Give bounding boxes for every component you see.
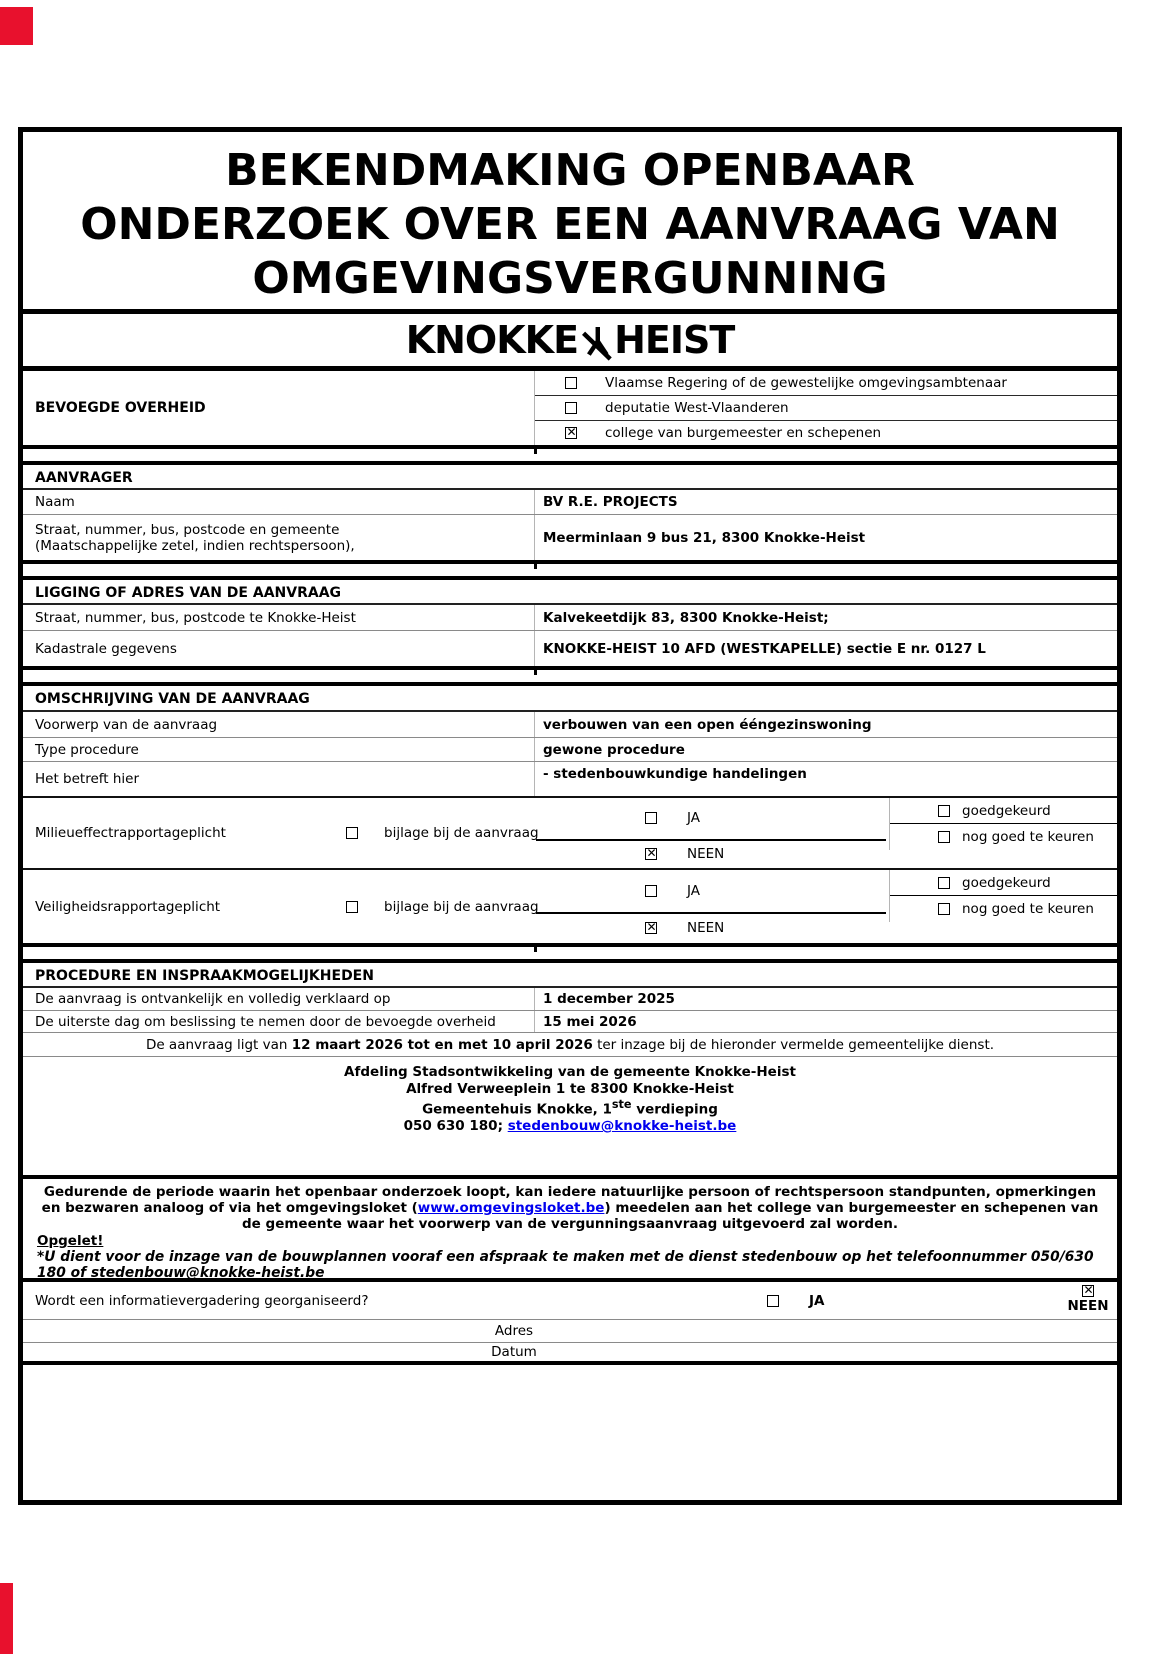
bevoegde-overheid-options <box>534 371 1117 445</box>
voorwerp-label: Voorwerp van de aanvraag <box>35 716 218 733</box>
adres-label-line1: Straat, nummer, bus, postcode en gemeente <box>35 521 340 538</box>
option-label: college van burgemeester en schepenen <box>605 425 882 441</box>
kadastraal-label: Kadastrale gegevens <box>35 640 177 657</box>
afspraak-note: *U dient voor de inzage van de bouwplannen vooraf een afspraak te maken met de dienst stedenbouw op het telefoonnummer 050/630 180 of stedenbouw@knokke-heist.be <box>37 1249 1094 1281</box>
milieu-nog-goed <box>890 824 1117 850</box>
veiligheid-nog-goed <box>890 896 1117 922</box>
section-bevoegde-overheid <box>23 371 1117 449</box>
veiligheid-bijlage <box>346 899 539 915</box>
document-title <box>23 132 1117 314</box>
milieu-bijlage-label: bijlage bij de aanvraag <box>384 825 539 841</box>
inzage-period-row <box>23 1033 1117 1057</box>
veiligheid-nog-goed-label: nog goed te keuren <box>962 901 1094 917</box>
section-ligging <box>23 580 1117 670</box>
adres-row <box>23 1320 1117 1343</box>
milieu-neen <box>645 846 724 862</box>
veiligheid-label: Veiligheidsrapportageplicht <box>35 898 221 915</box>
betreft-label: Het betreft hier <box>35 771 140 787</box>
ontvankelijk-label: De aanvraag is ontvankelijk en volledig verklaard op <box>35 991 391 1007</box>
informatievergadering-row <box>23 1282 1117 1320</box>
table-row-ontvankelijk <box>23 988 1117 1011</box>
option-vlaamse-regering <box>535 371 1117 395</box>
section-omschrijving <box>23 686 1117 947</box>
section-divider <box>23 947 1117 963</box>
milieu-nog-goed-checkbox[interactable] <box>938 831 950 843</box>
infovergadering-ja-checkbox[interactable] <box>767 1295 779 1307</box>
uiterste-dag-label: De uiterste dag om beslissing te nemen door de bevoegde overheid <box>35 1013 496 1030</box>
milieu-goedgekeurd-label: goedgekeurd <box>962 802 1051 819</box>
ligging-straat-label: Straat, nummer, bus, postcode te Knokke-Heist <box>35 609 356 626</box>
red-corner-mark-bottom <box>0 1583 13 1654</box>
table-row-type-procedure <box>23 738 1117 762</box>
ligging-straat-value: Kalvekeetdijk 83, 8300 Knokke-Heist; <box>534 605 1117 630</box>
milieu-neen-checkbox[interactable] <box>645 848 657 860</box>
table-row-uiterste-dag <box>23 1011 1117 1033</box>
veiligheid-ja <box>645 883 700 899</box>
veiligheid-bijlage-label: bijlage bij de aanvraag <box>384 898 539 915</box>
dienst-line-2: Alfred Verweeplein 1 te 8300 Knokke-Heist <box>406 1080 734 1097</box>
milieu-bijlage <box>346 825 539 841</box>
vlaamse-regering-checkbox[interactable] <box>565 377 577 389</box>
dienst-line-3 <box>23 1097 1117 1118</box>
veiligheid-nog-goed-checkbox[interactable] <box>938 903 950 915</box>
inzage-prefix: De aanvraag ligt van <box>145 1036 288 1053</box>
bevoegde-overheid-label: BEVOEGDE OVERHEID <box>35 400 206 416</box>
veiligheid-neen <box>645 920 724 936</box>
table-row-betreft <box>23 762 1117 796</box>
aanvrager-header: AANVRAGER <box>23 465 1117 490</box>
section-procedure <box>23 963 1117 1365</box>
bezwaar-block <box>23 1179 1117 1282</box>
option-label: deputatie West-Vlaanderen <box>605 400 789 416</box>
stedenbouw-email-link[interactable]: stedenbouw@knokke-heist.be <box>507 1118 737 1134</box>
inzage-suffix: ter inzage bij de hieronder vermelde gemeentelijke dienst. <box>597 1036 995 1053</box>
option-deputatie <box>535 395 1117 420</box>
veiligheid-neen-checkbox[interactable] <box>645 922 657 934</box>
ligging-header: LIGGING OF ADRES VAN DE AANVRAAG <box>23 580 1117 605</box>
knokke-heist-symbol-icon <box>580 325 612 361</box>
row-milieueffectrapportageplicht <box>23 796 1117 868</box>
table-row-kadastraal <box>23 631 1117 666</box>
dienst-line-1: Afdeling Stadsontwikkeling van de gemeente Knokke-Heist <box>344 1064 796 1080</box>
dienst-line-4 <box>23 1118 1117 1135</box>
title-line-2: ONDERZOEK OVER EEN AANVRAAG VAN <box>80 199 1060 250</box>
logo-text-right: HEIST <box>614 318 735 362</box>
logo-text-left: KNOKKE <box>405 318 579 362</box>
veiligheid-neen-label: NEEN <box>687 920 725 936</box>
opgelet-label: Opgelet! <box>37 1233 104 1249</box>
milieu-ja-checkbox[interactable] <box>645 812 657 824</box>
milieu-ja <box>645 810 700 826</box>
milieu-goedgekeurd-checkbox[interactable] <box>938 805 950 817</box>
section-divider <box>23 449 1117 465</box>
type-procedure-value: gewone procedure <box>534 738 1117 761</box>
inzage-period: 12 maart 2026 tot en met 10 april 2026 <box>291 1036 593 1053</box>
infovergadering-ja-label: JA <box>809 1292 825 1309</box>
milieu-label: Milieueffectrapportageplicht <box>35 825 226 841</box>
veiligheid-goedgekeurd-checkbox[interactable] <box>938 877 950 889</box>
empty-area <box>23 1365 1117 1500</box>
row-veiligheidsrapportageplicht <box>23 868 1117 943</box>
omschrijving-header: OMSCHRIJVING VAN DE AANVRAAG <box>23 686 1117 712</box>
datum-row <box>23 1343 1117 1365</box>
aanvrager-adres-value: Meerminlaan 9 bus 21, 8300 Knokke-Heist <box>534 515 1117 560</box>
document-frame <box>18 127 1122 1505</box>
dienst-line3-pre: Gemeentehuis Knokke, 1 <box>422 1101 612 1118</box>
informatievergadering-label: Wordt een informatievergadering georganiseerd? <box>35 1292 369 1309</box>
voorwerp-value: verbouwen van een open ééngezinswoning <box>534 712 1117 737</box>
section-divider <box>23 670 1117 686</box>
uiterste-dag-value: 15 mei 2026 <box>534 1011 1117 1032</box>
infovergadering-neen-label: NEEN <box>1067 1298 1109 1314</box>
bezwaar-part1: Gedurende de periode waarin het openbaar onderzoek loopt, kan iedere natuurlijke persoon of rechtspersoon standpunten, opmerkingen en bezwaren analoog of via het omgevingsloket ( <box>41 1184 1097 1216</box>
bijlage-line <box>536 912 886 914</box>
milieu-goedgekeurd <box>890 798 1117 824</box>
college-checkbox[interactable] <box>565 427 577 439</box>
milieu-ja-label: JA <box>687 810 700 826</box>
datum-label: Datum <box>491 1344 537 1360</box>
betreft-value: - stedenbouwkundige handelingen <box>534 762 1117 796</box>
title-line-1: BEKENDMAKING OPENBAAR <box>225 145 915 196</box>
type-procedure-label: Type procedure <box>35 741 139 758</box>
table-row-ligging-straat <box>23 605 1117 631</box>
veiligheid-bijlage-checkbox[interactable] <box>346 901 358 913</box>
red-corner-mark-top <box>0 7 33 45</box>
bijlage-line <box>536 839 886 841</box>
adres-label-line2: (Maatschappelijke zetel, indien rechtspersoon), <box>35 537 355 554</box>
municipality-logo <box>23 314 1117 371</box>
veiligheid-goedgekeurd-label: goedgekeurd <box>962 874 1051 891</box>
table-row-voorwerp <box>23 712 1117 738</box>
procedure-header: PROCEDURE EN INSPRAAKMOGELIJKHEDEN <box>23 963 1117 988</box>
kadastraal-value: KNOKKE-HEIST 10 AFD (WESTKAPELLE) sectie E nr. 0127 L <box>534 631 1117 666</box>
section-divider <box>23 564 1117 580</box>
veiligheid-goedgekeurd <box>890 870 1117 896</box>
aanvrager-adres-label <box>23 515 534 560</box>
deputatie-checkbox[interactable] <box>565 402 577 414</box>
section-aanvrager <box>23 465 1117 564</box>
title-line-3: OMGEVINGSVERGUNNING <box>252 253 888 304</box>
option-label: Vlaamse Regering of de gewestelijke omgevingsambtenaar <box>605 375 1007 391</box>
veiligheid-approval-box <box>889 870 1117 922</box>
table-row-naam <box>23 490 1117 515</box>
table-row-aanvrager-adres <box>23 515 1117 560</box>
informatievergadering-neen <box>1064 1285 1112 1314</box>
naam-label: Naam <box>35 494 75 510</box>
ontvankelijk-value: 1 december 2025 <box>534 988 1117 1010</box>
omgevingsloket-link[interactable]: www.omgevingsloket.be <box>417 1200 605 1216</box>
option-college <box>535 420 1117 445</box>
informatievergadering-ja <box>767 1293 824 1309</box>
milieu-nog-goed-label: nog goed te keuren <box>962 829 1094 845</box>
bezwaar-part2: ) meedelen aan het college van burgemeester en schepenen van de gemeente waar het voorwerp van de vergunningsaanvraag uitgevoerd zal worden. <box>242 1200 1099 1232</box>
adres-label: Adres <box>494 1323 534 1339</box>
gemeentelijke-dienst-block <box>23 1057 1117 1179</box>
infovergadering-neen-checkbox[interactable] <box>1082 1285 1094 1297</box>
bezwaar-paragraph <box>37 1184 1103 1232</box>
dienst-phone: 050 630 180; <box>403 1118 508 1134</box>
naam-value: BV R.E. PROJECTS <box>534 490 1117 514</box>
veiligheid-ja-label: JA <box>687 883 700 899</box>
dienst-line3-post: verdieping <box>631 1101 718 1118</box>
dienst-line3-sup: ste <box>611 1098 632 1111</box>
milieu-bijlage-checkbox[interactable] <box>346 827 358 839</box>
milieu-approval-box <box>889 798 1117 850</box>
veiligheid-ja-checkbox[interactable] <box>645 885 657 897</box>
milieu-neen-label: NEEN <box>687 846 725 862</box>
